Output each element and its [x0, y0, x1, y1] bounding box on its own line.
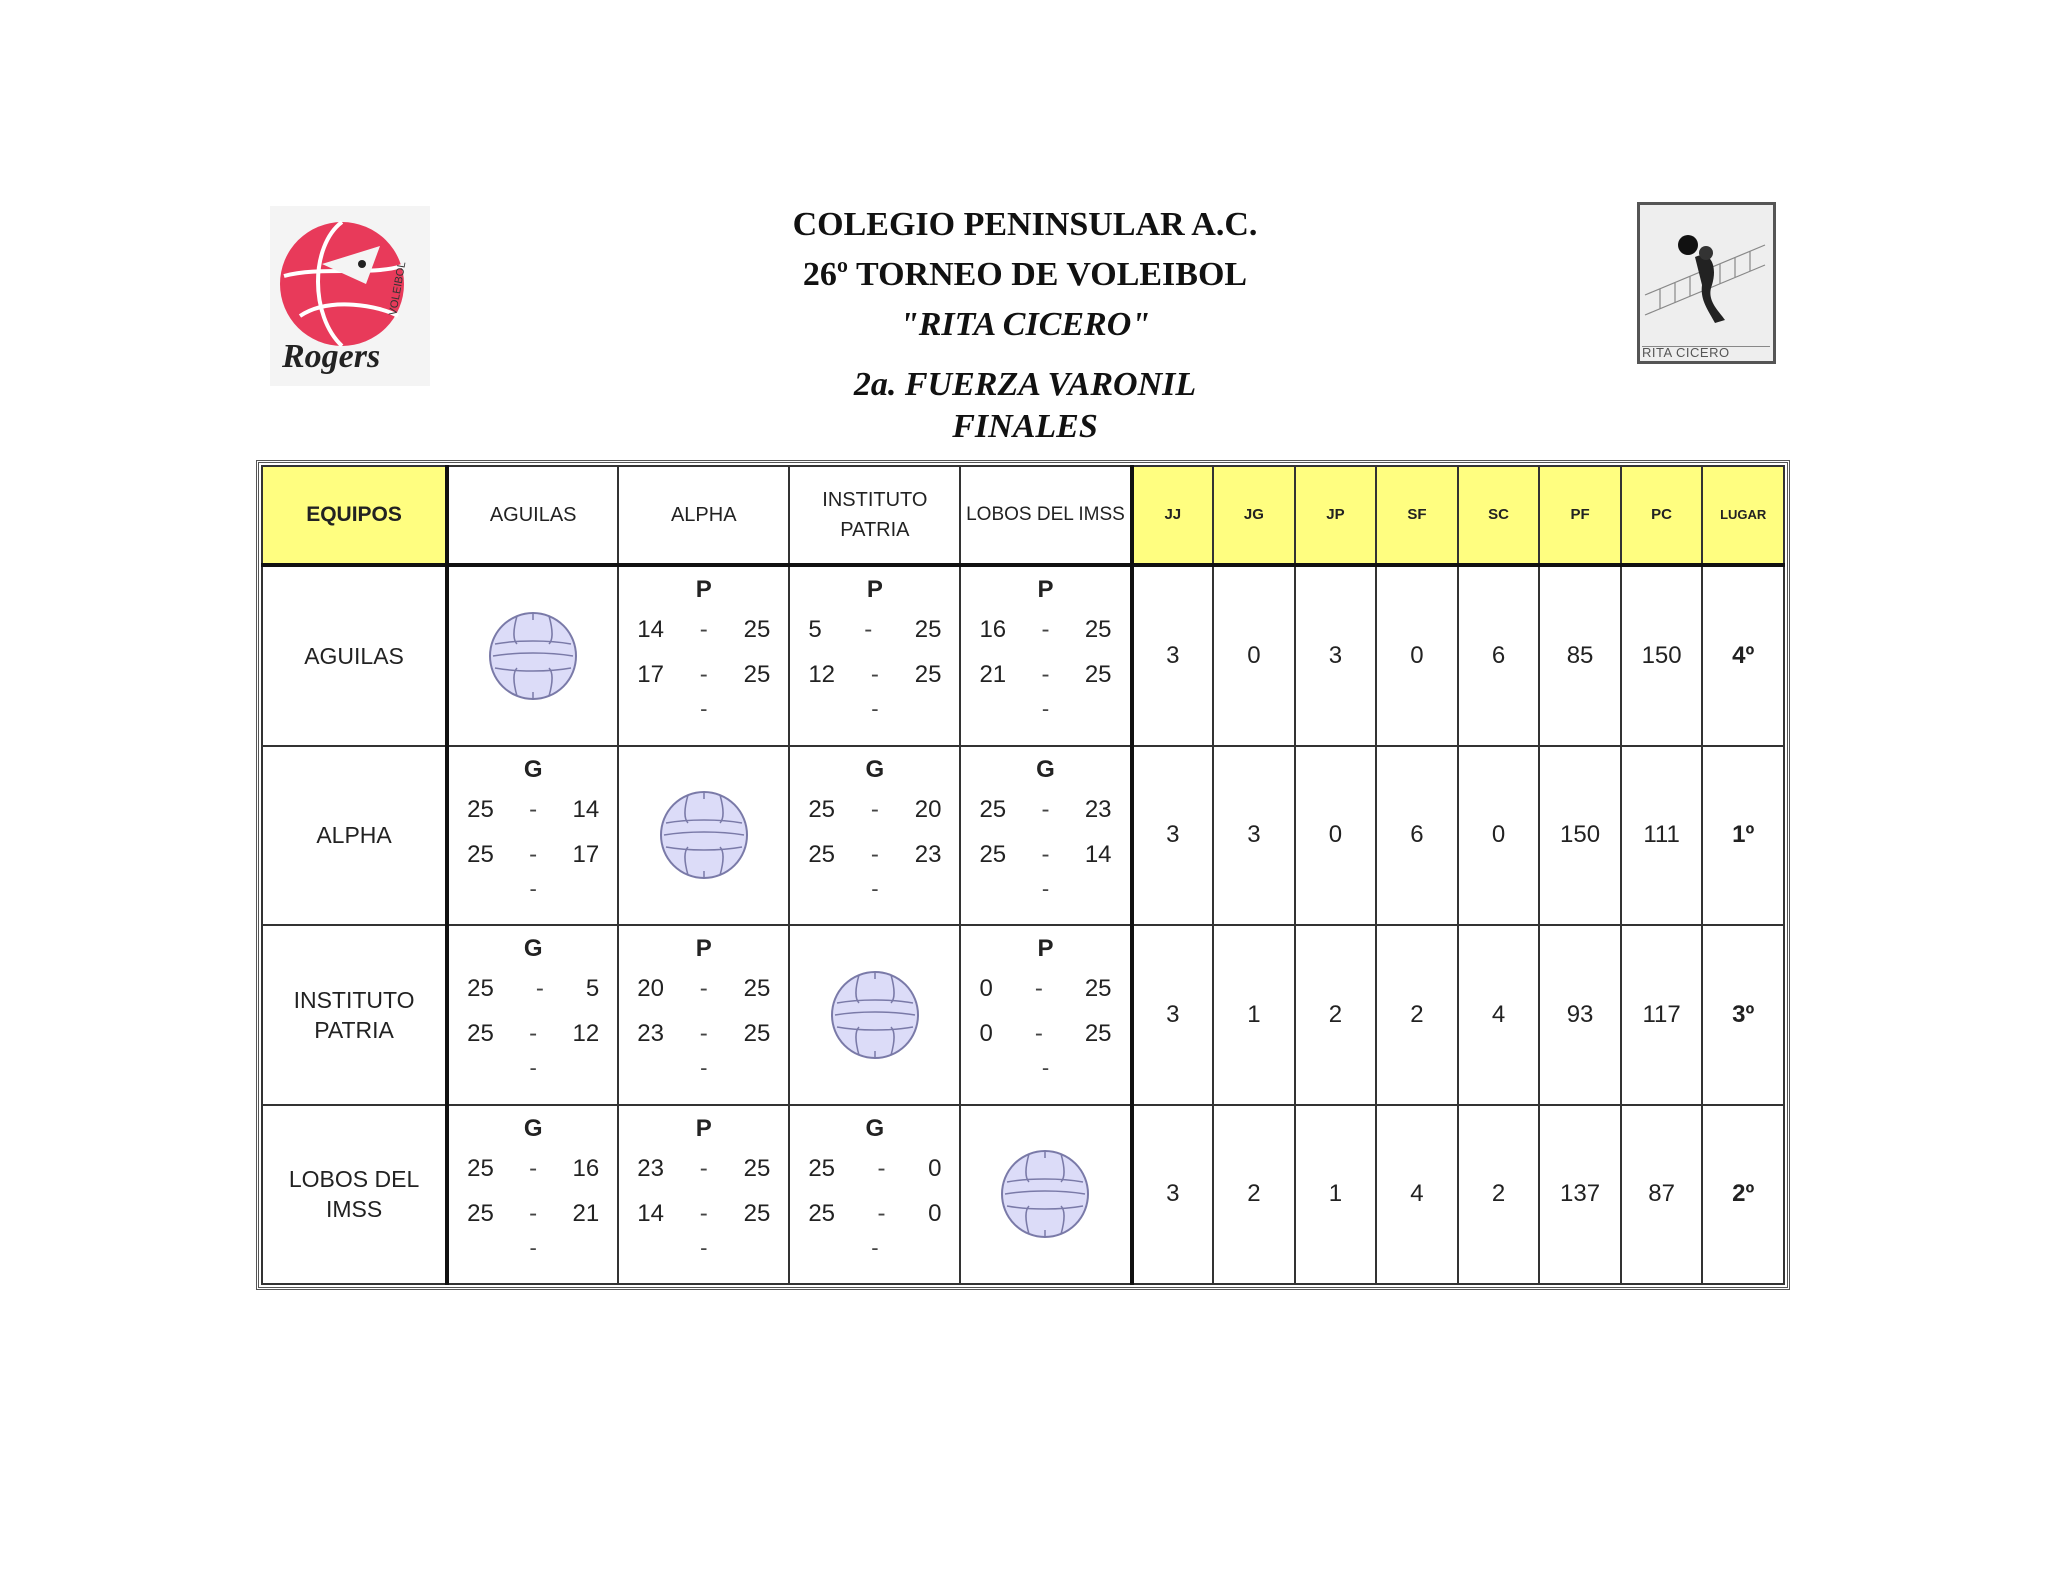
tournament-title: 26º TORNEO DE VOLEIBOL	[802, 256, 1248, 293]
stat-pc: 111	[1621, 746, 1703, 925]
stat-jg: 3	[1213, 746, 1295, 925]
match-cell	[960, 925, 1131, 1104]
stat-pc: 117	[1621, 925, 1703, 1104]
stat-sc: 6	[1458, 565, 1540, 746]
set-score-2	[961, 832, 1129, 877]
set-score-home: 17	[637, 661, 664, 688]
set-score-home: 25	[467, 840, 494, 868]
set-separator: -	[699, 1154, 708, 1182]
col-header-lobos-del-imss: LOBOS DEL IMSS	[960, 466, 1131, 565]
set-separator: -	[699, 616, 708, 643]
stat-sc: 4	[1458, 925, 1540, 1104]
stat-sf: 2	[1376, 925, 1458, 1104]
stat-jj: 3	[1132, 746, 1214, 925]
match-result: G	[865, 1114, 885, 1142]
set-score-home: 23	[637, 1020, 664, 1048]
set-score-3-empty: -	[871, 1234, 879, 1260]
set-score-3-empty: -	[529, 875, 537, 901]
match-cell	[447, 1105, 618, 1284]
match-result: P	[1037, 576, 1054, 603]
set-score-away: 14	[1084, 840, 1112, 868]
set-score-2	[619, 1011, 788, 1056]
stat-sf: 6	[1376, 746, 1458, 925]
set-score-3-empty: -	[871, 875, 879, 901]
col-header-jj: JJ	[1132, 466, 1214, 565]
set-score-2	[961, 1011, 1129, 1056]
set-score-home: 23	[637, 1154, 664, 1182]
set-score-away: 23	[914, 840, 942, 868]
col-header-pf: PF	[1539, 466, 1621, 565]
set-score-away: 16	[572, 1154, 600, 1182]
set-separator: -	[1034, 975, 1043, 1003]
volleyball-icon	[487, 610, 579, 702]
set-separator: -	[699, 1199, 708, 1227]
set-score-away: 17	[572, 840, 600, 868]
team-name: LOBOS DEL IMSS	[262, 1105, 447, 1284]
match-cell	[618, 925, 789, 1104]
set-score-2	[961, 652, 1129, 697]
set-separator: -	[529, 795, 538, 823]
match-cell	[618, 565, 789, 746]
set-score-away: 25	[743, 1154, 771, 1182]
table-body	[262, 565, 1784, 1284]
stat-jg: 1	[1213, 925, 1295, 1104]
rita-cicero-caption: RITA CICERO	[1642, 346, 1770, 359]
set-separator: -	[870, 661, 879, 688]
set-score-home: 0	[979, 1020, 993, 1048]
col-header-jp: JP	[1295, 466, 1377, 565]
match-cell	[789, 746, 960, 925]
col-header-sf: SF	[1376, 466, 1458, 565]
set-score-1	[790, 607, 959, 652]
volleyball-icon	[829, 969, 921, 1061]
set-score-away: 25	[743, 1020, 771, 1048]
stat-jj: 3	[1132, 925, 1214, 1104]
volleyball-icon	[999, 1148, 1091, 1240]
set-separator: -	[1034, 1020, 1043, 1048]
stat-pf: 93	[1539, 925, 1621, 1104]
table-row	[262, 1105, 1784, 1284]
set-score-away: 25	[1084, 616, 1112, 643]
set-score-2	[790, 652, 959, 697]
col-header-aguilas: AGUILAS	[447, 466, 618, 565]
stat-lugar: 2º	[1702, 1105, 1784, 1284]
stat-pc: 150	[1621, 565, 1703, 746]
set-score-1	[449, 1146, 617, 1191]
set-score-away: 25	[743, 975, 771, 1003]
set-score-away: 25	[1084, 1020, 1112, 1048]
self-match-cell	[618, 746, 789, 925]
match-result: P	[1037, 935, 1054, 963]
set-score-away: 20	[914, 795, 942, 823]
stat-jp: 2	[1295, 925, 1377, 1104]
tournament-name: "RITA CICERO"	[899, 306, 1151, 343]
match-cell	[960, 565, 1131, 746]
set-score-2	[619, 652, 788, 697]
set-score-away: 25	[1084, 661, 1112, 688]
match-result: G	[523, 935, 543, 963]
table-row	[262, 746, 1784, 925]
match-cell	[789, 565, 960, 746]
stat-jg: 2	[1213, 1105, 1295, 1284]
set-score-2	[619, 1191, 788, 1236]
set-score-away: 5	[585, 975, 600, 1003]
set-score-1	[961, 966, 1129, 1011]
set-score-home: 25	[808, 1199, 836, 1227]
set-score-2	[790, 832, 959, 877]
col-header-instituto-patria: INSTITUTO PATRIA	[789, 466, 960, 565]
set-score-away: 12	[572, 1020, 600, 1048]
set-score-3-empty: -	[871, 696, 879, 721]
set-score-3-empty: -	[1041, 696, 1050, 721]
stat-sf: 4	[1376, 1105, 1458, 1284]
match-cell	[618, 1105, 789, 1284]
stat-sc: 0	[1458, 746, 1540, 925]
set-score-away: 0	[928, 1199, 942, 1227]
set-score-home: 25	[467, 975, 494, 1003]
stat-jg: 0	[1213, 565, 1295, 746]
set-score-away: 25	[743, 661, 771, 688]
set-score-2	[449, 1011, 617, 1056]
set-score-home: 25	[467, 1199, 494, 1227]
self-match-cell	[789, 925, 960, 1104]
stat-pf: 85	[1539, 565, 1621, 746]
self-match-cell	[447, 565, 618, 746]
stat-lugar: 3º	[1702, 925, 1784, 1104]
table-row	[262, 925, 1784, 1104]
stat-lugar: 1º	[1702, 746, 1784, 925]
rogers-logo	[270, 206, 430, 386]
set-score-3-empty: -	[1041, 875, 1050, 901]
set-score-1	[619, 607, 788, 652]
table-row	[262, 565, 1784, 746]
stat-lugar: 4º	[1702, 565, 1784, 746]
set-score-home: 25	[467, 1020, 494, 1048]
page-header	[620, 200, 1430, 448]
set-score-home: 12	[808, 661, 836, 688]
set-score-3-empty: -	[700, 696, 708, 721]
set-score-away: 25	[1084, 975, 1112, 1003]
set-score-3-empty: -	[529, 1234, 537, 1260]
set-score-1	[790, 787, 959, 832]
set-separator: -	[535, 975, 544, 1003]
match-result: G	[523, 1114, 543, 1142]
set-score-2	[790, 1191, 959, 1236]
set-separator: -	[529, 1020, 538, 1048]
set-separator: -	[864, 616, 873, 643]
stat-pf: 137	[1539, 1105, 1621, 1284]
set-score-home: 25	[808, 795, 836, 823]
set-score-home: 25	[979, 840, 1007, 868]
set-separator: -	[1041, 661, 1050, 688]
stat-jp: 0	[1295, 746, 1377, 925]
set-score-2	[449, 1191, 617, 1236]
category-title: 2a. FUERZA VARONIL	[853, 366, 1197, 403]
set-score-away: 23	[1084, 795, 1112, 823]
stat-pc: 87	[1621, 1105, 1703, 1284]
match-cell	[447, 746, 618, 925]
col-header-pc: PC	[1621, 466, 1703, 565]
stat-sc: 2	[1458, 1105, 1540, 1284]
set-score-home: 25	[979, 795, 1007, 823]
set-separator: -	[699, 975, 708, 1003]
stat-jp: 3	[1295, 565, 1377, 746]
stat-pf: 150	[1539, 746, 1621, 925]
match-cell	[789, 1105, 960, 1284]
set-score-1	[619, 1146, 788, 1191]
col-header-sc: SC	[1458, 466, 1540, 565]
results-table-frame	[256, 460, 1790, 1290]
set-score-away: 25	[914, 661, 942, 688]
set-score-1	[961, 607, 1129, 652]
set-separator: -	[1041, 795, 1050, 823]
school-title: COLEGIO PENINSULAR A.C.	[792, 206, 1258, 243]
set-score-3-empty: -	[700, 1234, 708, 1260]
set-score-1	[619, 966, 788, 1011]
set-separator: -	[529, 840, 538, 868]
set-separator: -	[699, 1020, 708, 1048]
set-score-home: 14	[637, 616, 664, 643]
match-cell	[447, 925, 618, 1104]
table-header-row	[262, 466, 1784, 565]
team-name: ALPHA	[262, 746, 447, 925]
set-score-1	[961, 787, 1129, 832]
results-table	[261, 465, 1785, 1285]
set-score-2	[449, 832, 617, 877]
set-score-1	[449, 966, 617, 1011]
stat-jj: 3	[1132, 1105, 1214, 1284]
match-result: G	[865, 755, 885, 783]
team-name: INSTITUTO PATRIA	[262, 925, 447, 1104]
set-score-home: 25	[808, 840, 836, 868]
team-name: AGUILAS	[262, 565, 447, 746]
volleyball-icon	[658, 789, 750, 881]
stat-jp: 1	[1295, 1105, 1377, 1284]
set-separator: -	[870, 795, 879, 823]
set-score-away: 25	[743, 1199, 771, 1227]
match-result: P	[695, 935, 712, 963]
set-separator: -	[1041, 616, 1050, 643]
set-separator: -	[877, 1154, 886, 1182]
set-separator: -	[529, 1199, 538, 1227]
match-result: P	[866, 576, 883, 603]
set-separator: -	[870, 840, 879, 868]
match-result: P	[695, 576, 712, 603]
rita-cicero-logo	[1637, 202, 1776, 364]
set-separator: -	[529, 1154, 538, 1182]
stat-sf: 0	[1376, 565, 1458, 746]
set-score-away: 14	[572, 795, 600, 823]
match-result: G	[1036, 755, 1055, 783]
set-score-home: 14	[637, 1199, 664, 1227]
rogers-logo-text: Rogers	[282, 338, 381, 375]
set-score-away: 0	[928, 1154, 942, 1182]
set-score-home: 25	[467, 795, 494, 823]
set-score-home: 0	[979, 975, 993, 1003]
col-header-jg: JG	[1213, 466, 1295, 565]
set-score-home: 25	[467, 1154, 494, 1182]
set-score-3-empty: -	[700, 1055, 708, 1081]
match-result: G	[523, 755, 543, 783]
match-result: P	[695, 1114, 712, 1142]
set-separator: -	[877, 1199, 886, 1227]
set-score-away: 21	[572, 1199, 600, 1227]
set-score-home: 16	[979, 616, 1007, 643]
svg-text:VOLEIBOL: VOLEIBOL	[387, 260, 409, 317]
set-score-1	[449, 787, 617, 832]
set-score-3-empty: -	[1041, 1055, 1050, 1081]
col-header-equipos: EQUIPOS	[262, 466, 447, 565]
set-score-3-empty: -	[529, 1055, 537, 1081]
stage-title: FINALES	[952, 408, 1098, 445]
col-header-alpha: ALPHA	[618, 466, 789, 565]
set-score-home: 21	[979, 661, 1007, 688]
col-header-lugar: LUGAR	[1702, 466, 1784, 565]
set-separator: -	[699, 661, 708, 688]
set-score-away: 25	[743, 616, 771, 643]
stat-jj: 3	[1132, 565, 1214, 746]
set-score-away: 25	[914, 616, 942, 643]
self-match-cell	[960, 1105, 1131, 1284]
set-separator: -	[1041, 840, 1050, 868]
match-cell	[960, 746, 1131, 925]
set-score-1	[790, 1146, 959, 1191]
set-score-home: 5	[808, 616, 822, 643]
set-score-home: 25	[808, 1154, 836, 1182]
set-score-home: 20	[637, 975, 664, 1003]
